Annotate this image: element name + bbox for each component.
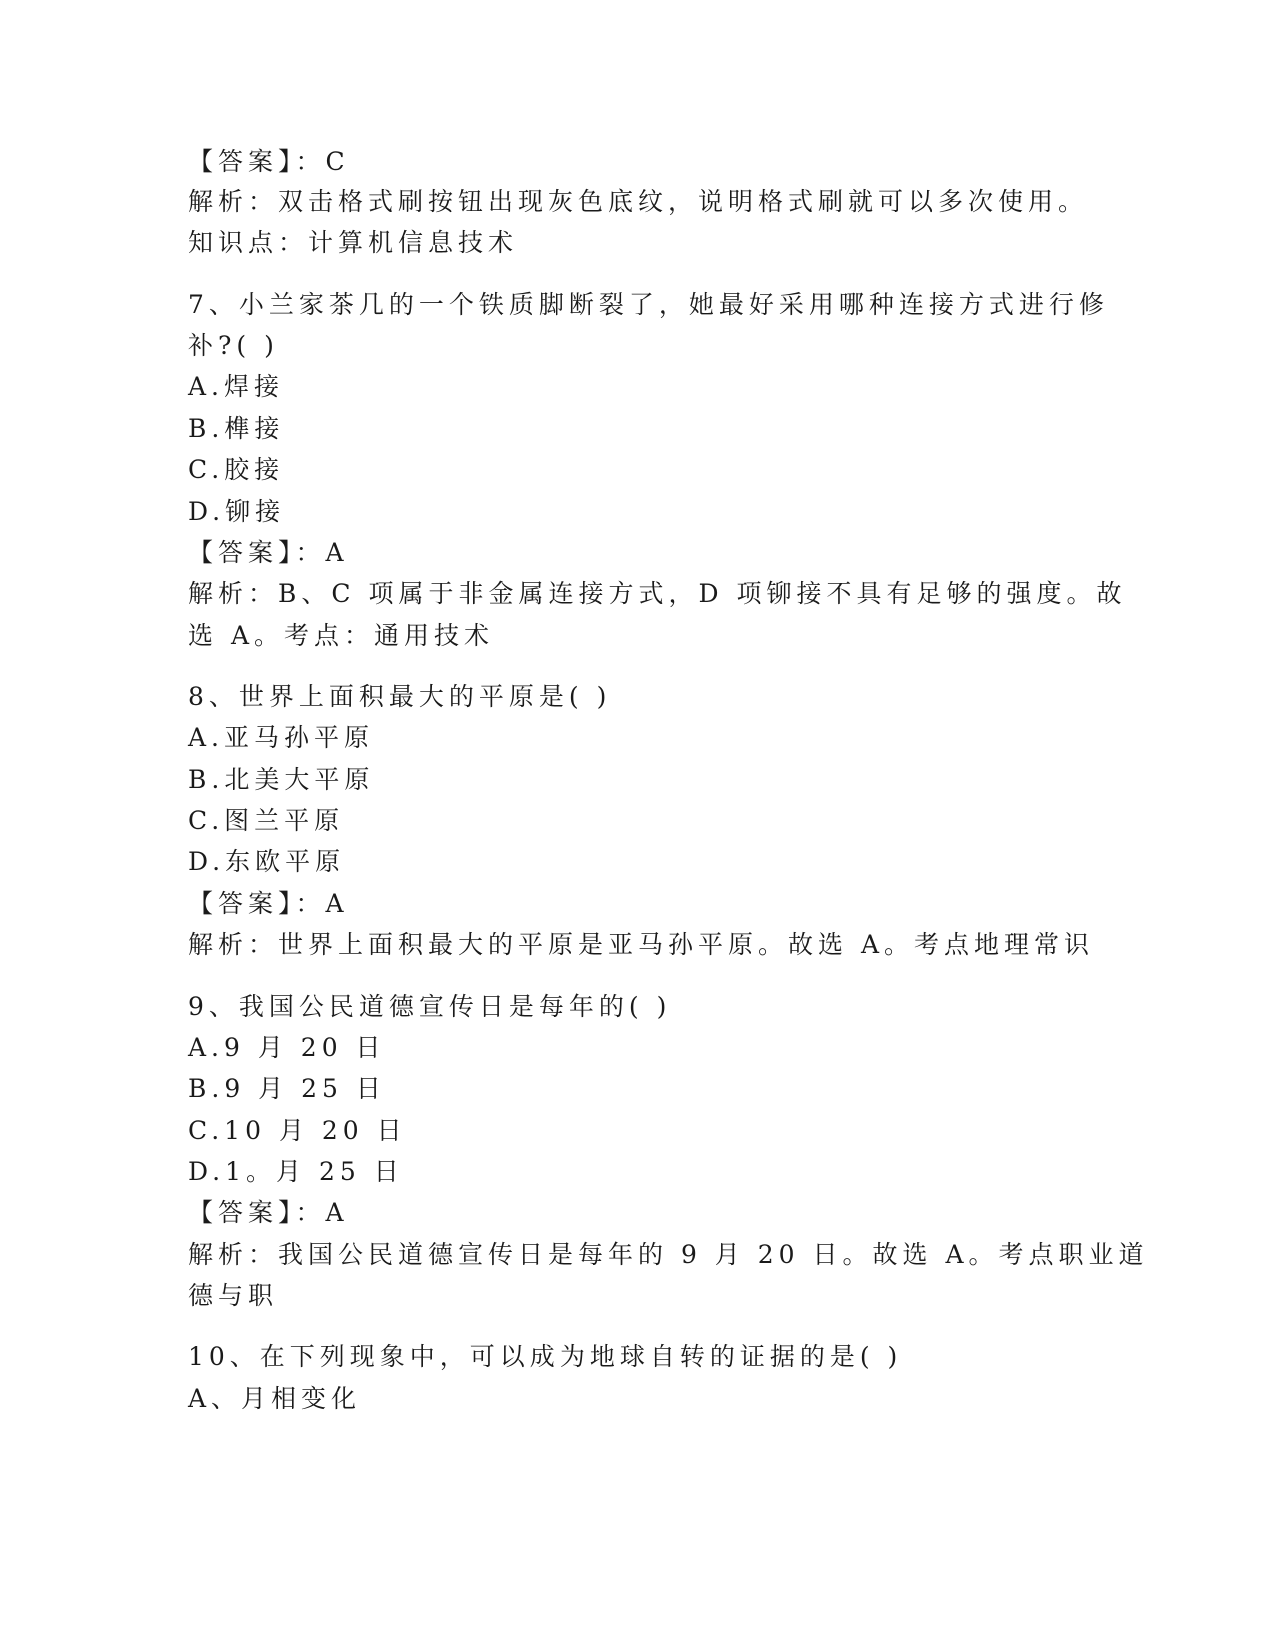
q8-analysis: 解析：世界上面积最大的平原是亚马孙平原。故选 A。考点地理常识 bbox=[188, 930, 1095, 959]
q9-option-c: C.10 月 20 日 bbox=[188, 1116, 407, 1145]
q8-option-b: B.北美大平原 bbox=[188, 765, 375, 794]
q9-analysis-line1: 解析：我国公民道德宣传日是每年的 9 月 20 日。故选 A。考点职业道 bbox=[188, 1240, 1149, 1269]
q9-option-b: B.9 月 25 日 bbox=[188, 1074, 386, 1103]
q8-answer: 【答案】：A bbox=[188, 889, 349, 918]
q7-answer: 【答案】：A bbox=[188, 538, 349, 567]
q8-option-d: D.东欧平原 bbox=[188, 847, 346, 876]
q9-stem: 9、我国公民道德宣传日是每年的( ) bbox=[188, 992, 672, 1021]
q10-option-a: A、月相变化 bbox=[188, 1384, 362, 1413]
prev-knowledge-point: 知识点：计算机信息技术 bbox=[188, 228, 519, 257]
q9-option-d: D.1。月 25 日 bbox=[188, 1157, 404, 1186]
q7-analysis-line2: 选 A。考点：通用技术 bbox=[188, 621, 495, 650]
q8-stem: 8、世界上面积最大的平原是( ) bbox=[188, 682, 612, 711]
q7-option-a: A.焊接 bbox=[188, 372, 285, 401]
prev-analysis: 解析：双击格式刷按钮出现灰色底纹，说明格式刷就可以多次使用。 bbox=[188, 187, 1089, 216]
q7-option-b: B.榫接 bbox=[188, 414, 285, 443]
q7-stem-line2: 补?( ) bbox=[188, 331, 279, 360]
q8-option-a: A.亚马孙平原 bbox=[188, 723, 375, 752]
q7-option-c: C.胶接 bbox=[188, 455, 285, 484]
q10-stem: 10、在下列现象中，可以成为地球自转的证据的是( ) bbox=[188, 1342, 903, 1371]
prev-answer: 【答案】：C bbox=[188, 147, 350, 176]
q7-stem-line1: 7、小兰家茶几的一个铁质脚断裂了，她最好采用哪种连接方式进行修 bbox=[188, 290, 1109, 319]
q9-analysis-line2: 德与职 bbox=[188, 1281, 279, 1310]
q7-option-d: D.铆接 bbox=[188, 497, 286, 526]
q8-option-c: C.图兰平原 bbox=[188, 806, 345, 835]
q9-option-a: A.9 月 20 日 bbox=[188, 1033, 386, 1062]
q7-analysis-line1: 解析：B、C 项属于非金属连接方式，D 项铆接不具有足够的强度。故 bbox=[188, 579, 1127, 608]
q9-answer: 【答案】：A bbox=[188, 1198, 349, 1227]
